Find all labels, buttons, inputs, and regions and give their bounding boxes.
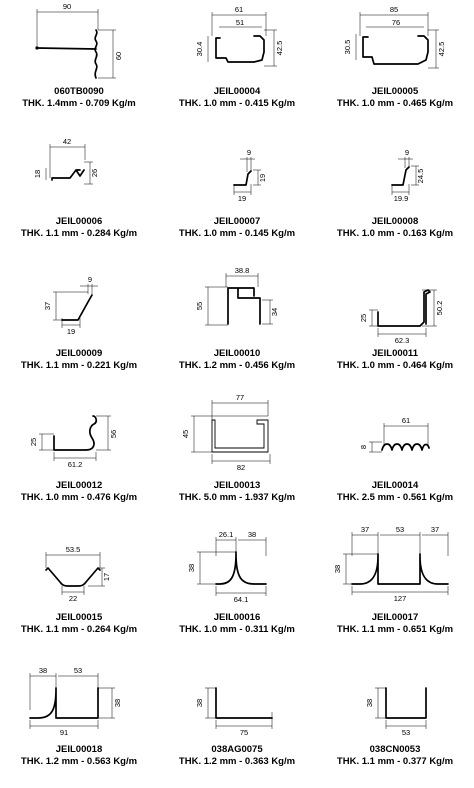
profile-card-JEIL00010 bbox=[158, 262, 316, 392]
dim-label: 22 bbox=[68, 594, 78, 603]
profile-spec: THK. 1.2 mm - 0.456 Kg/m bbox=[178, 360, 296, 371]
profile-spec: THK. 1.2 mm - 0.363 Kg/m bbox=[178, 756, 296, 767]
profile-spec: THK. 1.1 mm - 0.651 Kg/m bbox=[336, 624, 454, 635]
profile-code: JEIL00015 bbox=[55, 612, 103, 623]
profile-card-JEIL00011 bbox=[316, 262, 474, 392]
dim-label: 19 bbox=[258, 173, 267, 183]
dim-label: 19 bbox=[237, 194, 247, 203]
profile-card-JEIL00015 bbox=[0, 526, 158, 656]
profile-code: JEIL00004 bbox=[213, 86, 261, 97]
profile-card-JEIL00018 bbox=[0, 658, 158, 788]
profile-code: JEIL00010 bbox=[213, 348, 261, 359]
dim-label: 56 bbox=[109, 429, 118, 439]
profile-drawing bbox=[0, 0, 158, 84]
profile-spec: THK. 1.1 mm - 0.264 Kg/m bbox=[20, 624, 138, 635]
dim-label: 34 bbox=[270, 307, 279, 317]
dim-label: 51 bbox=[235, 18, 245, 27]
profile-drawing bbox=[158, 526, 316, 610]
profile-drawing bbox=[158, 0, 316, 84]
profile-drawing bbox=[0, 262, 158, 346]
profile-card-JEIL00016 bbox=[158, 526, 316, 656]
profile-code: JEIL00016 bbox=[213, 612, 261, 623]
profile-drawing bbox=[158, 394, 316, 478]
profile-card-JEIL00009 bbox=[0, 262, 158, 392]
profile-spec: THK. 1.0 mm - 0.465 Kg/m bbox=[336, 98, 454, 109]
dim-label: 55 bbox=[195, 301, 204, 311]
profile-drawing bbox=[0, 130, 158, 214]
dim-label: 61 bbox=[234, 5, 244, 14]
profile-card-JEIL00014 bbox=[316, 394, 474, 524]
dim-label: 38 bbox=[113, 698, 122, 708]
profile-code: JEIL00017 bbox=[371, 612, 419, 623]
profile-spec: THK. 1.0 mm - 0.145 Kg/m bbox=[178, 228, 296, 239]
profile-card-JEIL00004 bbox=[158, 0, 316, 130]
dim-label: 50.2 bbox=[435, 300, 444, 316]
dim-label: 19.9 bbox=[393, 194, 409, 203]
dim-label: 26 bbox=[90, 168, 99, 178]
dim-label: 42.5 bbox=[437, 41, 446, 57]
dim-label: 37 bbox=[430, 525, 440, 534]
dim-label: 61.2 bbox=[67, 460, 83, 469]
dim-label: 17 bbox=[102, 572, 111, 582]
profile-drawing bbox=[316, 130, 474, 214]
dim-label: 85 bbox=[389, 5, 399, 14]
profile-code: JEIL00009 bbox=[55, 348, 103, 359]
dim-label: 90 bbox=[62, 2, 72, 11]
dim-label: 45 bbox=[181, 429, 190, 439]
profile-card-JEIL00017 bbox=[316, 526, 474, 656]
profile-spec: THK. 1.1 mm - 0.377 Kg/m bbox=[336, 756, 454, 767]
profile-card-JEIL00008 bbox=[316, 130, 474, 260]
profile-code: 038CN0053 bbox=[369, 744, 421, 755]
profile-card-038CN0053 bbox=[316, 658, 474, 788]
profile-drawing bbox=[316, 0, 474, 84]
dim-label: 38 bbox=[247, 530, 257, 539]
dim-label: 42.5 bbox=[275, 40, 284, 56]
profile-code: JEIL00014 bbox=[371, 480, 419, 491]
profile-code: JEIL00008 bbox=[371, 216, 419, 227]
profile-spec: THK. 1.0 mm - 0.415 Kg/m bbox=[178, 98, 296, 109]
dim-label: 60 bbox=[114, 51, 123, 61]
profile-drawing bbox=[0, 526, 158, 610]
profile-code: JEIL00012 bbox=[55, 480, 103, 491]
profile-drawing bbox=[316, 658, 474, 742]
dim-label: 30.5 bbox=[343, 39, 352, 55]
dim-label: 61 bbox=[401, 416, 411, 425]
dim-label: 37 bbox=[43, 301, 52, 311]
profile-code: JEIL00007 bbox=[213, 216, 261, 227]
dim-label: 38 bbox=[187, 563, 196, 573]
dim-label: 30.4 bbox=[195, 41, 204, 57]
profile-card-JEIL00012 bbox=[0, 394, 158, 524]
profile-spec: THK. 2.5 mm - 0.561 Kg/m bbox=[336, 492, 454, 503]
profile-code: JEIL00018 bbox=[55, 744, 103, 755]
profile-drawing bbox=[158, 130, 316, 214]
dim-label: 53.5 bbox=[65, 545, 81, 554]
dim-label: 82 bbox=[236, 463, 246, 472]
dim-label: 25 bbox=[29, 437, 38, 447]
dim-label: 91 bbox=[59, 728, 69, 737]
profile-drawing bbox=[316, 394, 474, 478]
dim-label: 38 bbox=[333, 564, 342, 574]
profile-drawing bbox=[0, 394, 158, 478]
dim-label: 77 bbox=[235, 393, 245, 402]
profile-code: JEIL00011 bbox=[372, 348, 418, 359]
profile-code: 038AG0075 bbox=[211, 744, 263, 755]
dim-label: 53 bbox=[401, 728, 411, 737]
profile-drawing bbox=[158, 658, 316, 742]
profile-card-JEIL00013 bbox=[158, 394, 316, 524]
profile-spec: THK. 1.0 mm - 0.163 Kg/m bbox=[336, 228, 454, 239]
dim-label: 19 bbox=[66, 327, 76, 336]
profile-code: JEIL00005 bbox=[371, 86, 419, 97]
profile-card-JEIL00007 bbox=[158, 130, 316, 260]
profile-code: JEIL00013 bbox=[213, 480, 261, 491]
profile-card-JEIL00006 bbox=[0, 130, 158, 260]
dim-label: 24.5 bbox=[416, 168, 425, 184]
profile-spec: THK. 1.2 mm - 0.563 Kg/m bbox=[20, 756, 138, 767]
dim-label: 9 bbox=[87, 275, 93, 284]
profile-spec: THK. 1.0 mm - 0.476 Kg/m bbox=[20, 492, 138, 503]
profile-spec: THK. 5.0 mm - 1.937 Kg/m bbox=[178, 492, 296, 503]
dim-label: 53 bbox=[395, 525, 405, 534]
profile-card-JEIL00005 bbox=[316, 0, 474, 130]
dim-label: 42 bbox=[62, 137, 72, 146]
dim-label: 38 bbox=[365, 698, 374, 708]
profile-spec: THK. 1.1 mm - 0.221 Kg/m bbox=[20, 360, 138, 371]
dim-label: 64.1 bbox=[233, 595, 249, 604]
profile-card-038AG0075 bbox=[158, 658, 316, 788]
profile-spec: THK. 1.1 mm - 0.284 Kg/m bbox=[20, 228, 138, 239]
profile-card-060TB0090 bbox=[0, 0, 158, 130]
profile-spec: THK. 1.4mm - 0.709 Kg/m bbox=[22, 98, 136, 109]
dim-label: 26.1 bbox=[218, 530, 234, 539]
profile-drawing bbox=[316, 262, 474, 346]
dim-label: 127 bbox=[393, 594, 407, 603]
dim-label: 76 bbox=[391, 18, 401, 27]
profile-drawing bbox=[158, 262, 316, 346]
dim-label: 75 bbox=[239, 728, 249, 737]
profile-code: JEIL00006 bbox=[55, 216, 103, 227]
profile-drawing bbox=[316, 526, 474, 610]
dim-label: 62.3 bbox=[394, 336, 410, 345]
profile-code: 060TB0090 bbox=[54, 86, 104, 97]
profile-spec: THK. 1.0 mm - 0.464 Kg/m bbox=[336, 360, 454, 371]
dim-label: 38 bbox=[38, 666, 48, 675]
profile-drawing bbox=[0, 658, 158, 742]
dim-label: 9 bbox=[246, 148, 252, 157]
dim-label: 18 bbox=[33, 169, 42, 179]
dim-label: 38 bbox=[195, 698, 204, 708]
dim-label: 38.8 bbox=[234, 266, 250, 275]
dim-label: 8 bbox=[359, 444, 368, 450]
profile-spec: THK. 1.0 mm - 0.311 Kg/m bbox=[179, 624, 295, 635]
dim-label: 9 bbox=[404, 148, 410, 157]
dim-label: 37 bbox=[360, 525, 370, 534]
dim-label: 53 bbox=[73, 666, 83, 675]
dim-label: 25 bbox=[359, 313, 368, 323]
